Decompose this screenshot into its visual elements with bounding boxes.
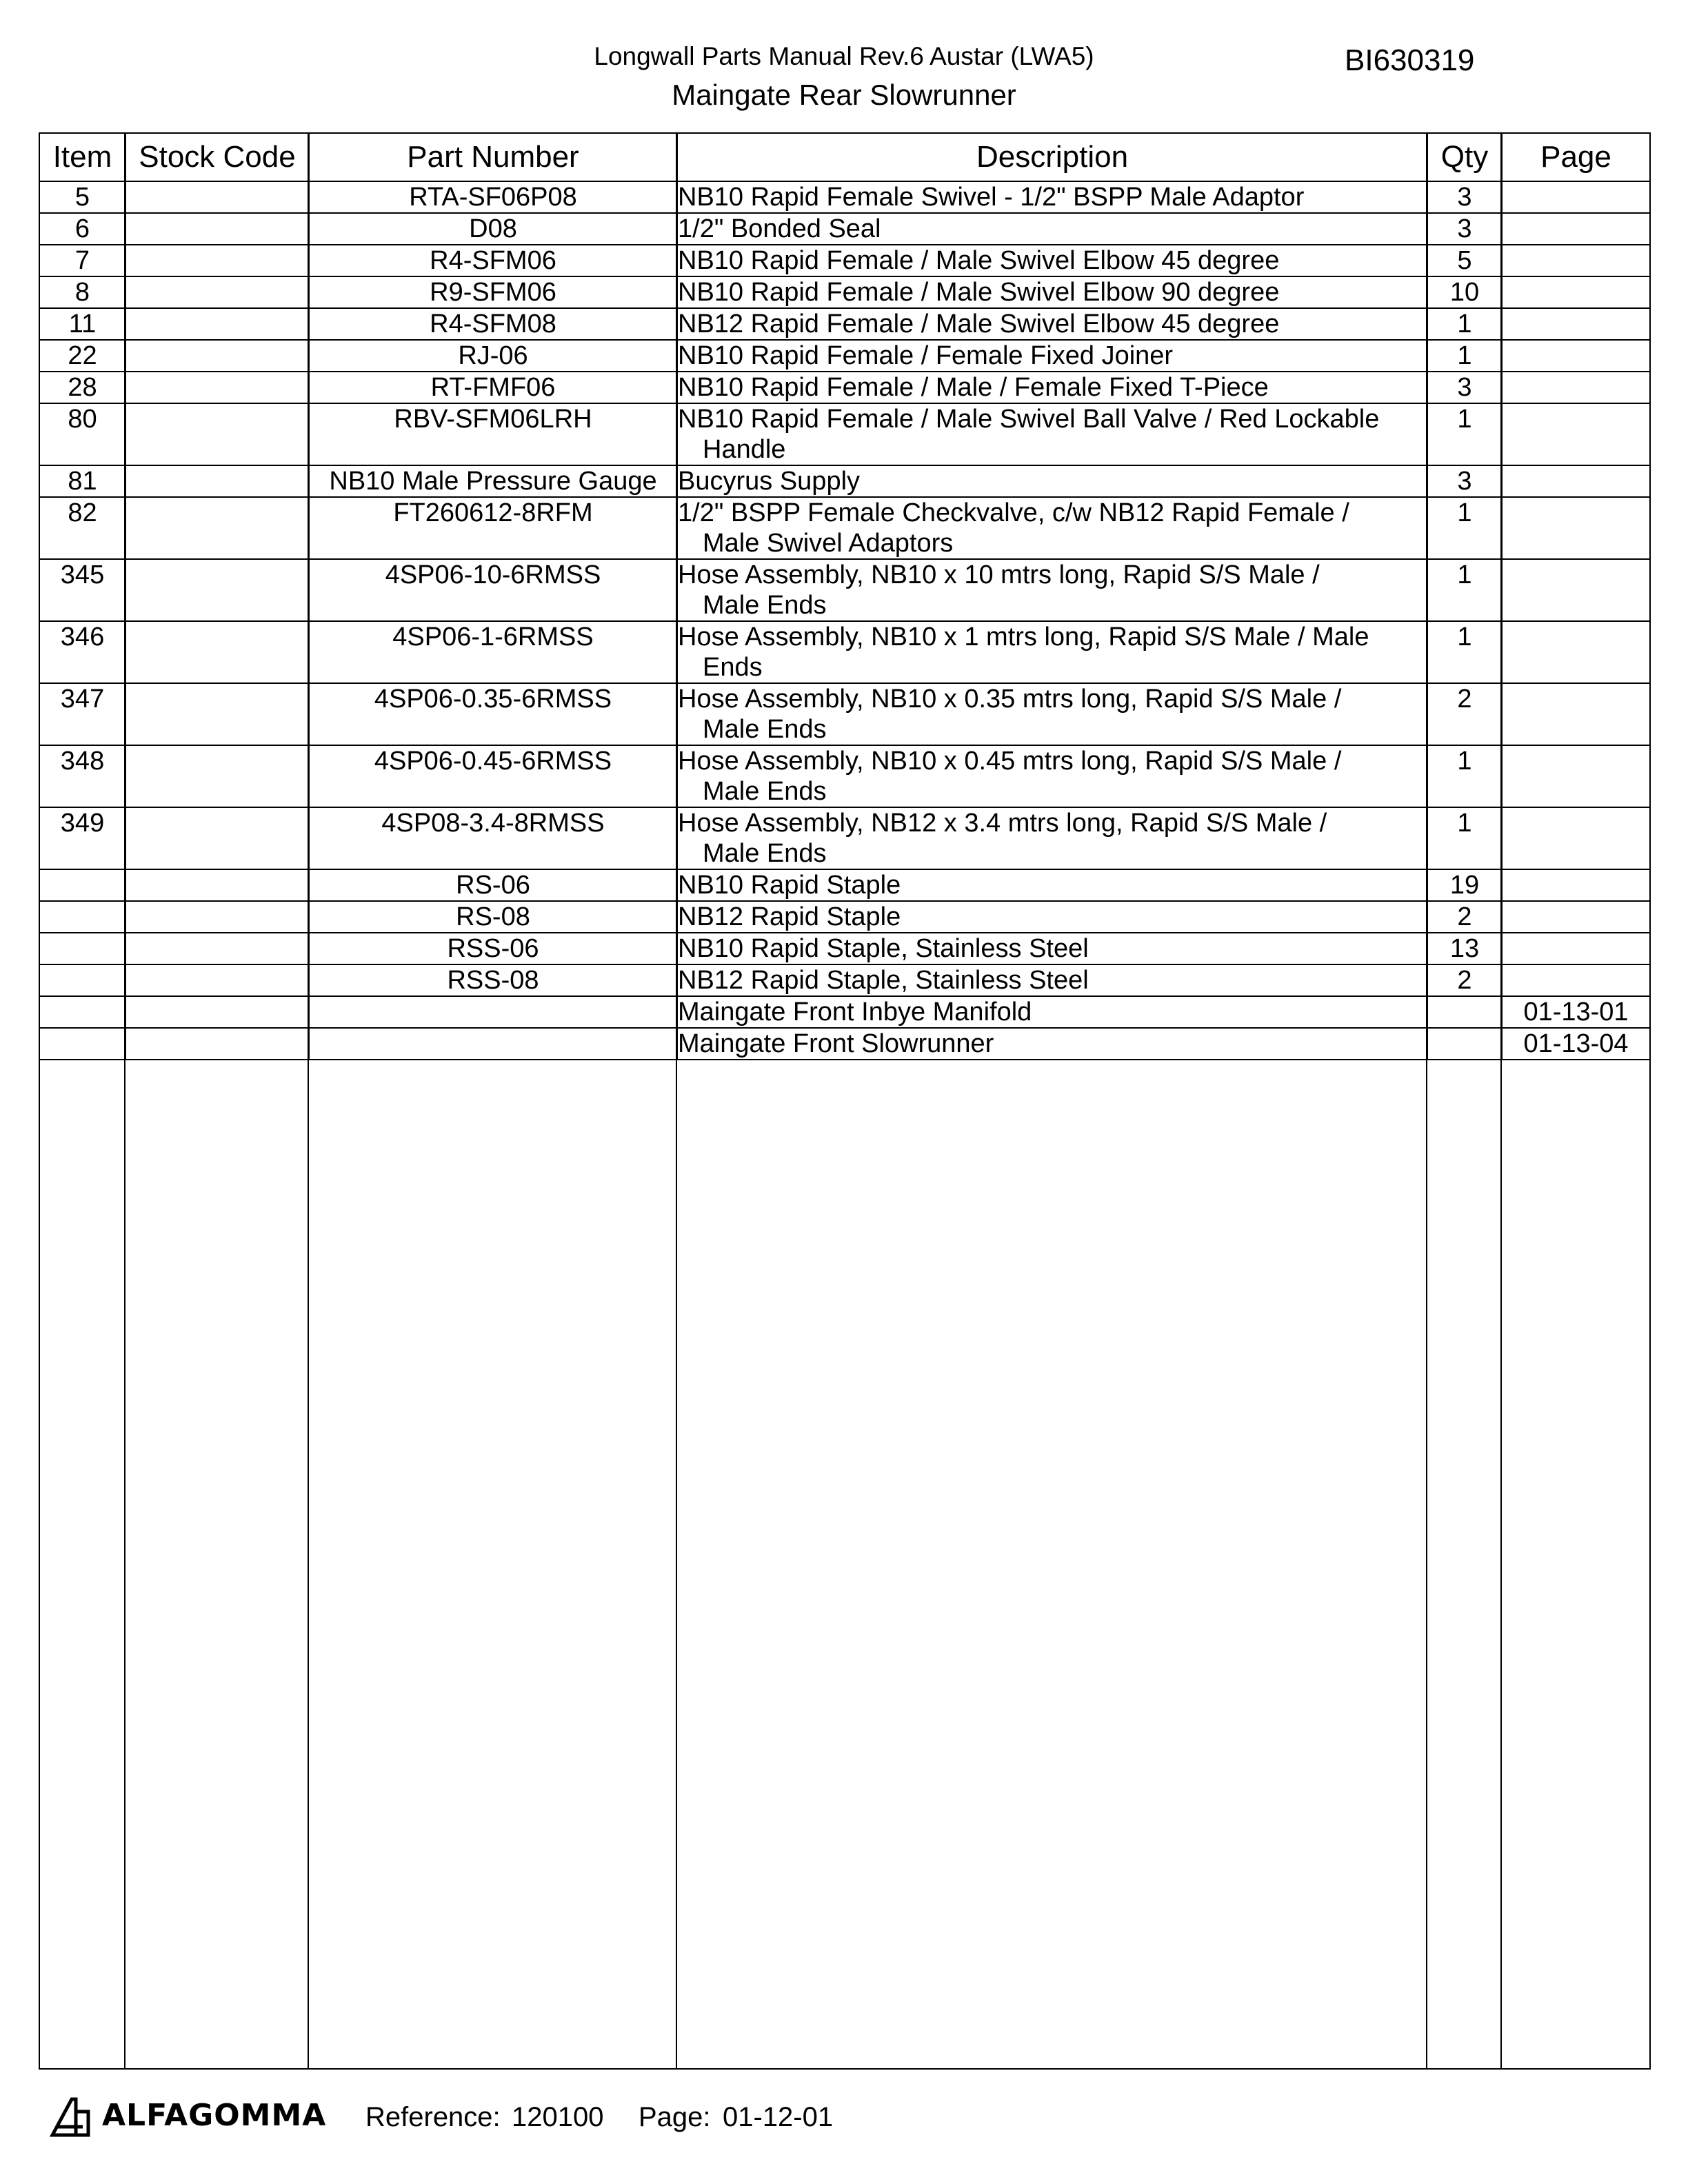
page-ref-cell: 01-13-01 (1502, 996, 1649, 1028)
description-text: 1/2" BSPP Female Checkvalve, c/w NB12 Rapid Female / (678, 498, 1349, 527)
description-cell (677, 869, 1427, 901)
item-cell: 11 (40, 308, 125, 340)
table-row (40, 621, 1649, 683)
item-cell: 80 (40, 403, 125, 465)
qty-cell: 1 (1427, 559, 1502, 621)
table-row (40, 869, 1649, 901)
item-cell: 82 (40, 497, 125, 559)
column-header-description: Description (677, 134, 1427, 181)
part-number-cell: RBV-SFM06LRH (309, 403, 677, 465)
part-number-cell: 4SP06-1-6RMSS (309, 621, 677, 683)
stock-code-cell (125, 245, 309, 276)
item-cell: 8 (40, 276, 125, 308)
item-cell (40, 869, 125, 901)
description-cell (677, 745, 1427, 807)
page-ref-cell (1502, 745, 1649, 807)
column-header-page: Page (1502, 134, 1649, 181)
stock-code-cell (125, 308, 309, 340)
part-number-cell: NB10 Male Pressure Gauge (309, 465, 677, 497)
description-text: Bucyrus Supply (678, 467, 861, 496)
page-ref-cell (1502, 933, 1649, 964)
table-row (40, 497, 1649, 559)
part-number-cell (309, 996, 677, 1028)
description-cell (677, 276, 1427, 308)
table-row (40, 308, 1649, 340)
table-row (40, 340, 1649, 372)
description-cell (677, 213, 1427, 245)
description-cell (677, 901, 1427, 933)
table-row (40, 683, 1649, 745)
stock-code-cell (125, 807, 309, 869)
description-text: Hose Assembly, NB12 x 3.4 mtrs long, Rapid S/S Male / (678, 809, 1327, 838)
qty-cell: 1 (1427, 497, 1502, 559)
stock-code-cell (125, 213, 309, 245)
table-row (40, 181, 1649, 213)
description-cell (677, 807, 1427, 869)
description-cell (677, 1028, 1427, 1060)
description-cell (677, 621, 1427, 683)
table-row (40, 372, 1649, 403)
stock-code-cell (125, 745, 309, 807)
description-cell (677, 308, 1427, 340)
qty-cell (1427, 1028, 1502, 1060)
part-number-cell: R4-SFM08 (309, 308, 677, 340)
qty-cell: 1 (1427, 308, 1502, 340)
qty-cell: 19 (1427, 869, 1502, 901)
qty-cell: 3 (1427, 372, 1502, 403)
part-number-cell: D08 (309, 213, 677, 245)
part-number-cell: 4SP08-3.4-8RMSS (309, 807, 677, 869)
part-number-cell: 4SP06-0.45-6RMSS (309, 745, 677, 807)
description-continuation: Male Ends (703, 839, 827, 868)
page-ref-cell (1502, 964, 1649, 996)
qty-cell: 1 (1427, 403, 1502, 465)
page-ref-cell (1502, 213, 1649, 245)
part-number-cell: RSS-08 (309, 964, 677, 996)
stock-code-cell (125, 181, 309, 213)
document-code: BI630319 (1345, 43, 1475, 77)
page-ref-cell (1502, 869, 1649, 901)
alfagomma-logo-icon (48, 2094, 92, 2138)
table-row (40, 901, 1649, 933)
description-continuation: Male Swivel Adaptors (703, 529, 954, 558)
description-text: NB12 Rapid Staple (678, 902, 901, 931)
description-text: NB10 Rapid Staple, Stainless Steel (678, 934, 1089, 963)
page-ref-cell (1502, 403, 1649, 465)
qty-cell: 1 (1427, 745, 1502, 807)
item-cell: 345 (40, 559, 125, 621)
item-cell: 6 (40, 213, 125, 245)
part-number-cell: R4-SFM06 (309, 245, 677, 276)
item-cell: 346 (40, 621, 125, 683)
part-number-cell: RS-06 (309, 869, 677, 901)
table-row (40, 276, 1649, 308)
stock-code-cell (125, 465, 309, 497)
description-continuation: Male Ends (703, 715, 827, 744)
description-continuation: Male Ends (703, 591, 827, 620)
page-label: Page: (639, 2102, 711, 2132)
description-cell (677, 683, 1427, 745)
description-cell (677, 497, 1427, 559)
qty-cell: 2 (1427, 683, 1502, 745)
description-cell (677, 559, 1427, 621)
qty-cell: 2 (1427, 964, 1502, 996)
description-continuation: Handle (703, 435, 786, 464)
table-row (40, 245, 1649, 276)
item-cell: 7 (40, 245, 125, 276)
table-row (40, 807, 1649, 869)
description-cell (677, 933, 1427, 964)
table-row (40, 964, 1649, 996)
reference-value: 120100 (512, 2102, 604, 2132)
description-text: NB10 Rapid Female / Male / Female Fixed T-Piece (678, 373, 1269, 402)
table-row (40, 996, 1649, 1028)
page-ref-cell (1502, 245, 1649, 276)
part-number-cell: RSS-06 (309, 933, 677, 964)
qty-cell: 13 (1427, 933, 1502, 964)
item-cell (40, 901, 125, 933)
page-ref-cell (1502, 559, 1649, 621)
qty-cell: 3 (1427, 213, 1502, 245)
description-text: NB12 Rapid Staple, Stainless Steel (678, 966, 1089, 995)
table-row (40, 745, 1649, 807)
item-cell (40, 933, 125, 964)
parts-sheet (39, 132, 1651, 2070)
part-number-cell: RTA-SF06P08 (309, 181, 677, 213)
page-number: 01-12-01 (723, 2102, 834, 2132)
brand-name: ALFAGOMMA (102, 2098, 327, 2133)
stock-code-cell (125, 276, 309, 308)
stock-code-cell (125, 683, 309, 745)
table-row (40, 403, 1649, 465)
table-row (40, 933, 1649, 964)
page-ref-cell (1502, 901, 1649, 933)
description-cell (677, 372, 1427, 403)
column-header-part-number: Part Number (309, 134, 677, 181)
qty-cell: 1 (1427, 807, 1502, 869)
item-cell: 349 (40, 807, 125, 869)
description-text: NB10 Rapid Female / Male Swivel Elbow 90 degree (678, 278, 1280, 307)
column-header-item: Item (40, 134, 125, 181)
qty-cell: 5 (1427, 245, 1502, 276)
description-continuation: Ends (703, 653, 763, 682)
item-cell (40, 996, 125, 1028)
description-cell (677, 340, 1427, 372)
item-cell: 22 (40, 340, 125, 372)
page-ref-cell (1502, 372, 1649, 403)
page-ref-cell (1502, 181, 1649, 213)
description-text: NB10 Rapid Female / Female Fixed Joiner (678, 341, 1174, 370)
section-title: Maingate Rear Slowrunner (672, 79, 1016, 111)
description-text: Hose Assembly, NB10 x 0.35 mtrs long, Rapid S/S Male / (678, 685, 1342, 714)
stock-code-cell (125, 372, 309, 403)
description-text: NB10 Rapid Staple (678, 871, 901, 900)
part-number-cell: 4SP06-0.35-6RMSS (309, 683, 677, 745)
description-text: Maingate Front Inbye Manifold (678, 998, 1032, 1027)
qty-cell: 3 (1427, 465, 1502, 497)
description-text: NB12 Rapid Female / Male Swivel Elbow 45 degree (678, 310, 1280, 338)
stock-code-cell (125, 964, 309, 996)
page-ref-cell: 01-13-04 (1502, 1028, 1649, 1060)
page-ref-cell (1502, 308, 1649, 340)
description-text: Hose Assembly, NB10 x 1 mtrs long, Rapid S/S Male / Male (678, 623, 1369, 651)
item-cell: 81 (40, 465, 125, 497)
item-cell: 5 (40, 181, 125, 213)
description-text: NB10 Rapid Female / Male Swivel Ball Valve / Red Lockable (678, 405, 1380, 434)
part-number-cell: RS-08 (309, 901, 677, 933)
page-ref-cell (1502, 465, 1649, 497)
page-ref-cell (1502, 497, 1649, 559)
reference-label: Reference: (365, 2102, 501, 2132)
item-cell (40, 964, 125, 996)
part-number-cell (309, 1028, 677, 1060)
description-text: NB10 Rapid Female Swivel - 1/2" BSPP Male Adaptor (678, 183, 1305, 212)
part-number-cell: FT260612-8RFM (309, 497, 677, 559)
qty-cell: 1 (1427, 340, 1502, 372)
manual-title: Longwall Parts Manual Rev.6 Austar (LWA5) (594, 42, 1094, 70)
description-cell (677, 465, 1427, 497)
qty-cell: 2 (1427, 901, 1502, 933)
table-header-row (40, 134, 1649, 181)
qty-cell: 3 (1427, 181, 1502, 213)
part-number-cell: 4SP06-10-6RMSS (309, 559, 677, 621)
item-cell: 347 (40, 683, 125, 745)
part-number-cell: RJ-06 (309, 340, 677, 372)
description-text: Maingate Front Slowrunner (678, 1029, 994, 1058)
description-text: 1/2" Bonded Seal (678, 214, 881, 243)
stock-code-cell (125, 1028, 309, 1060)
stock-code-cell (125, 340, 309, 372)
item-cell (40, 1028, 125, 1060)
description-cell (677, 403, 1427, 465)
table-row (40, 559, 1649, 621)
page-ref-cell (1502, 340, 1649, 372)
qty-cell: 1 (1427, 621, 1502, 683)
stock-code-cell (125, 933, 309, 964)
stock-code-cell (125, 403, 309, 465)
description-cell (677, 181, 1427, 213)
stock-code-cell (125, 559, 309, 621)
description-text: Hose Assembly, NB10 x 0.45 mtrs long, Rapid S/S Male / (678, 747, 1342, 776)
brand-logo (48, 2094, 338, 2142)
page-ref-cell (1502, 621, 1649, 683)
page-ref-cell (1502, 807, 1649, 869)
stock-code-cell (125, 621, 309, 683)
stock-code-cell (125, 901, 309, 933)
description-continuation: Male Ends (703, 777, 827, 806)
item-cell: 348 (40, 745, 125, 807)
part-number-cell: RT-FMF06 (309, 372, 677, 403)
description-cell (677, 964, 1427, 996)
description-cell (677, 996, 1427, 1028)
table-row (40, 1028, 1649, 1060)
qty-cell (1427, 996, 1502, 1028)
column-header-stock-code: Stock Code (125, 134, 309, 181)
description-cell (677, 245, 1427, 276)
table-row (40, 213, 1649, 245)
parts-table (40, 134, 1649, 1060)
page-ref-cell (1502, 683, 1649, 745)
stock-code-cell (125, 869, 309, 901)
description-text: NB10 Rapid Female / Male Swivel Elbow 45 degree (678, 246, 1280, 275)
stock-code-cell (125, 497, 309, 559)
parts-table-body (40, 181, 1649, 1060)
qty-cell: 10 (1427, 276, 1502, 308)
item-cell: 28 (40, 372, 125, 403)
column-header-qty: Qty (1427, 134, 1502, 181)
stock-code-cell (125, 996, 309, 1028)
page-footer (48, 2092, 1634, 2147)
part-number-cell: R9-SFM06 (309, 276, 677, 308)
page-ref-cell (1502, 276, 1649, 308)
table-row (40, 465, 1649, 497)
description-text: Hose Assembly, NB10 x 10 mtrs long, Rapid S/S Male / (678, 560, 1320, 589)
